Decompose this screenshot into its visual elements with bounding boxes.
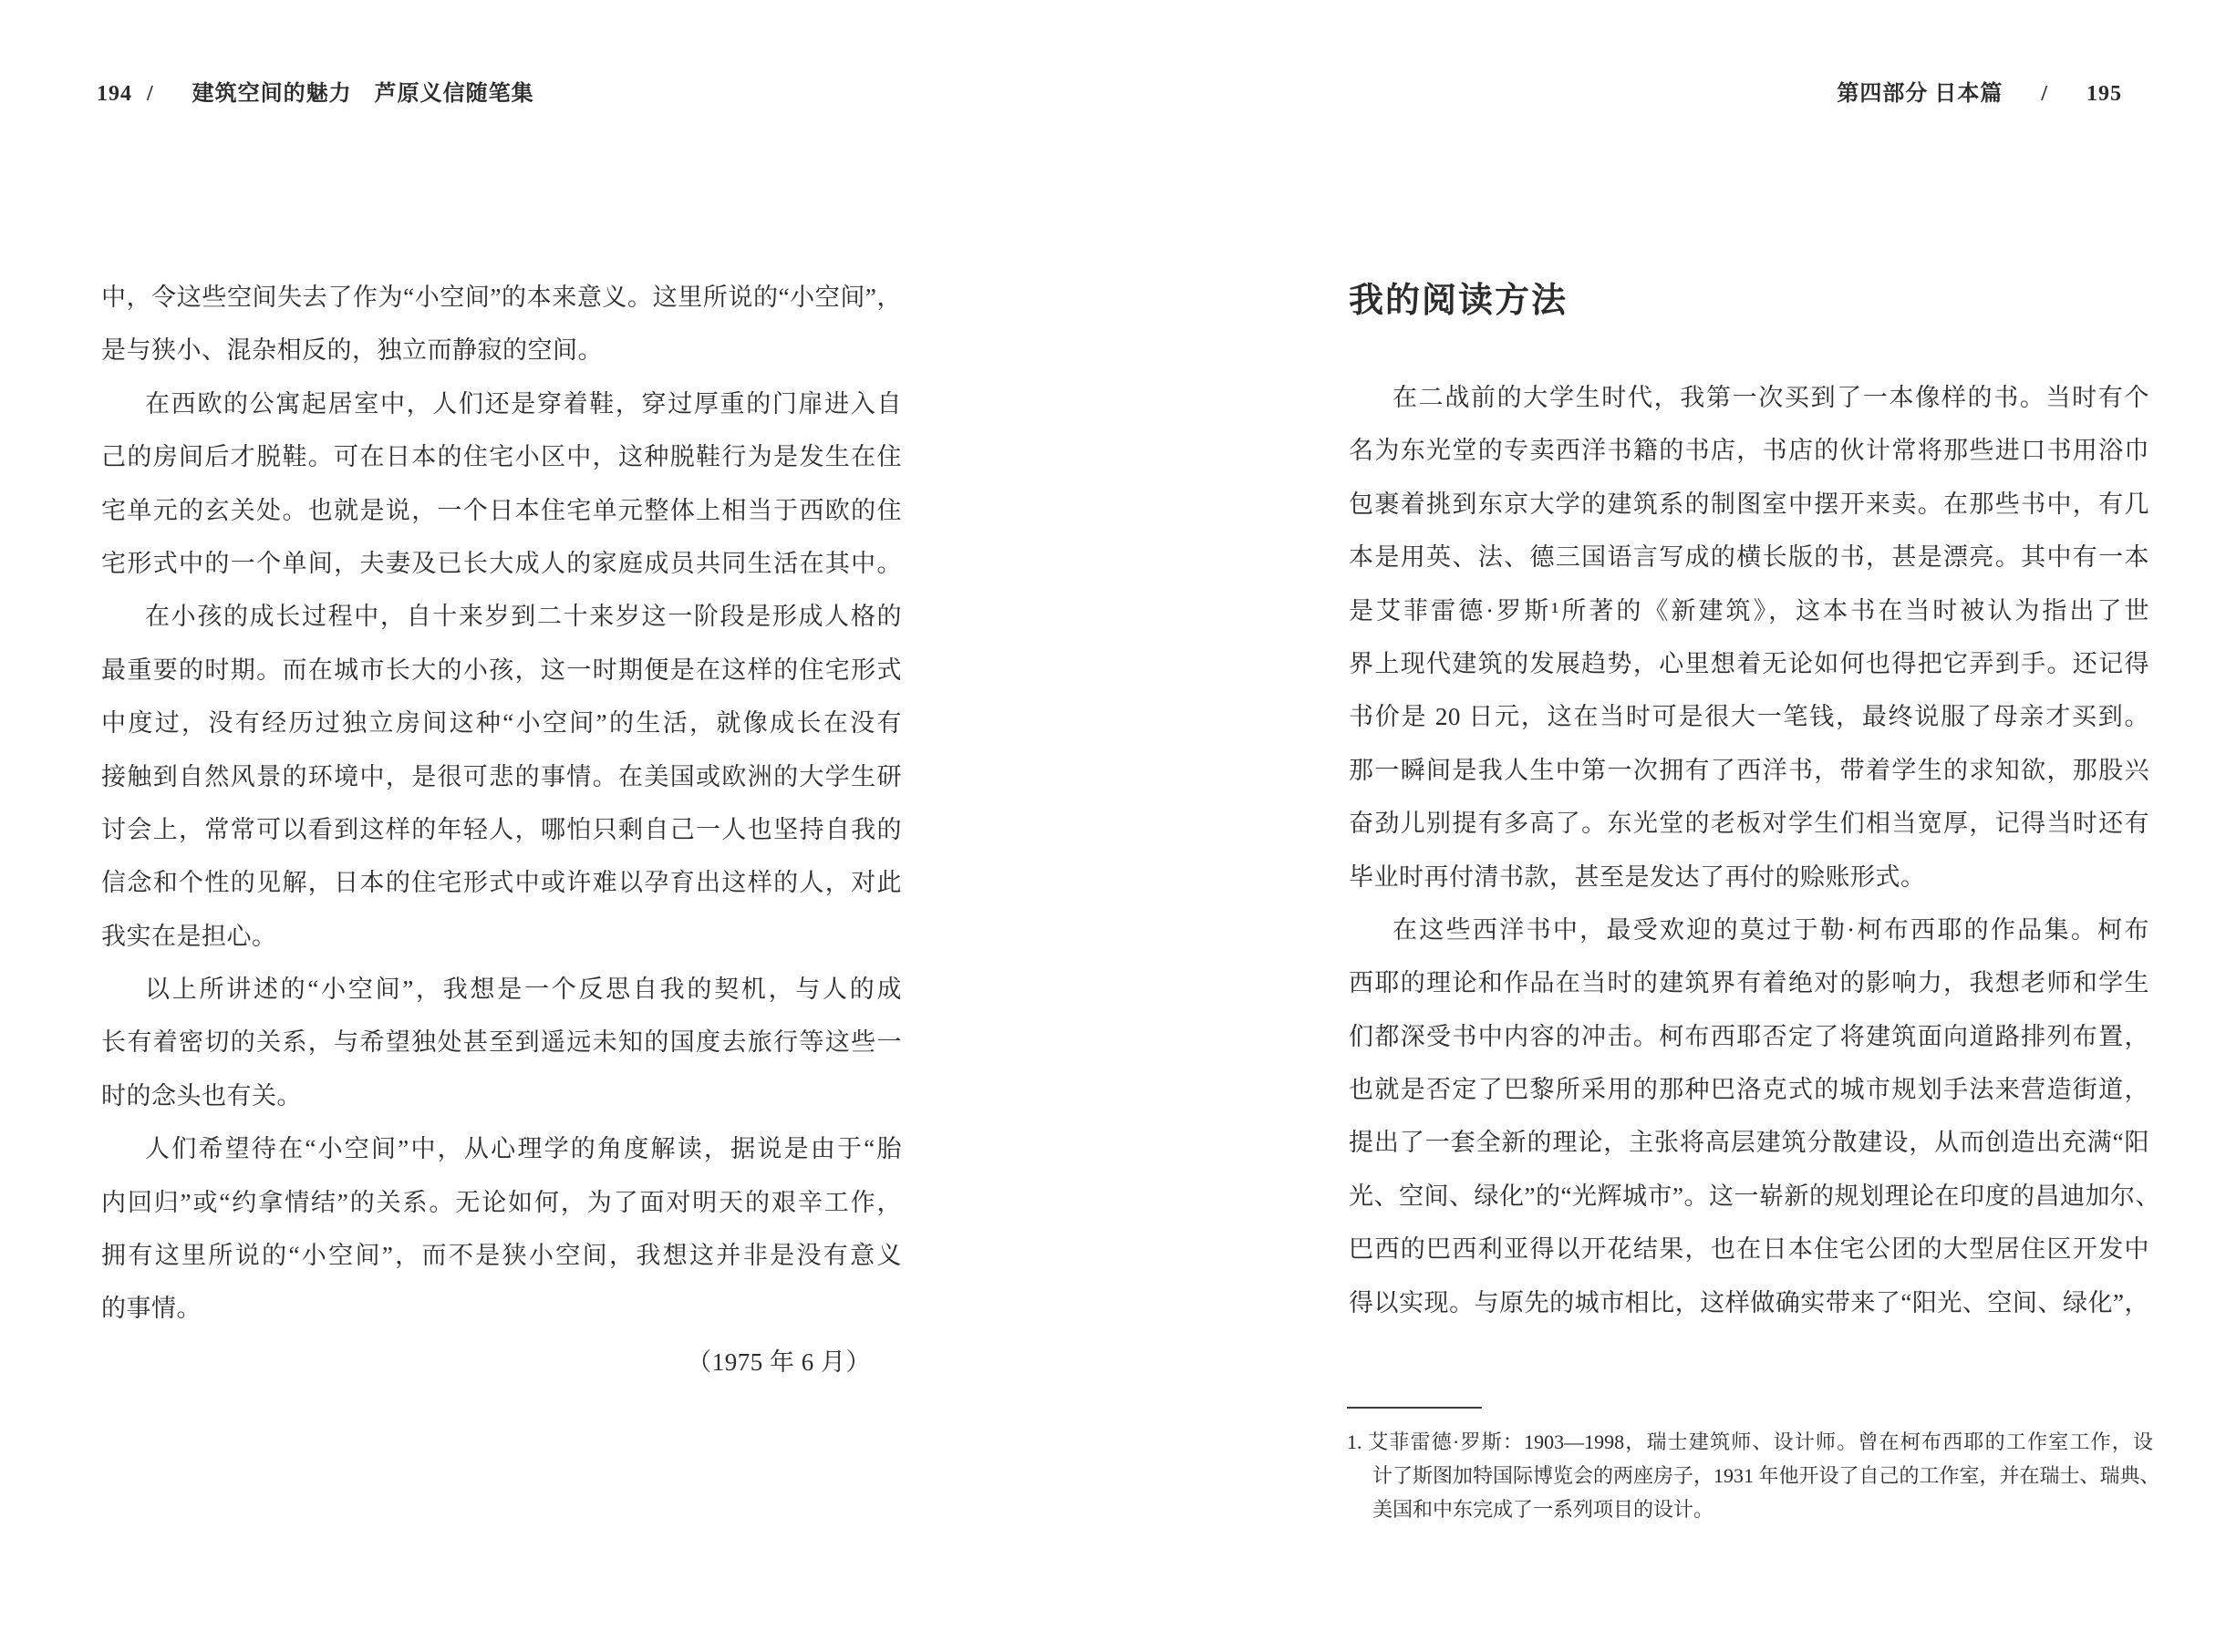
text-line: 在二战前的大学生时代，我第一次买到了一本像样的书。当时有个 <box>1393 384 2149 411</box>
text-line: 以上所讲述的“小空间”，我想是一个反思自我的契机，与人的成 <box>145 976 902 1004</box>
text-line: 我实在是担心。 <box>101 922 277 950</box>
text-line: 那一瞬间是我人生中第一次拥有了西洋书，带着学生的求知欲，那股兴 <box>1349 756 2149 784</box>
text-line: 己的房间后才脱鞋。可在日本的住宅小区中，这种脱鞋行为是发生在住 <box>101 443 902 471</box>
text-line: 巴西的巴西利亚得以开花结果，也在日本住宅公团的大型居住区开发中 <box>1349 1235 2149 1264</box>
left-page-number: 194 <box>97 82 132 106</box>
text-line: （1975 年 6 月） <box>687 1347 871 1376</box>
right-running-header <box>1837 75 2122 107</box>
text-line: 宅形式中的一个单间，夫妻及已长大成人的家庭成员共同生活在其中。 <box>101 549 902 577</box>
footnote-line: 计了斯图加特国际博览会的两座房子，1931 年他开设了自己的工作室，并在瑞士、瑞典、 <box>1372 1464 2160 1487</box>
left-body-text <box>101 271 902 1389</box>
text-line: 书价是 20 日元，这在当时可是很大一笔钱，最终说服了母亲才买到。 <box>1349 703 2149 731</box>
footnote-divider <box>1347 1407 1482 1409</box>
text-line: 是艾菲雷德·罗斯¹所著的《新建筑》，这本书在当时被认为指出了世 <box>1349 596 2149 625</box>
text-line: 内回归”或“约拿情结”的关系。无论如何，为了面对明天的艰辛工作， <box>101 1188 902 1216</box>
text-line: 提出了一套全新的理论，主张将高层建筑分散建设，从而创造出充满“阳 <box>1349 1129 2149 1157</box>
text-line: 的事情。 <box>101 1295 202 1323</box>
footnote-line: 1. 艾菲雷德·罗斯：1903—1998，瑞士建筑师、设计师。曾在柯布西耶的工作室工作，设 <box>1347 1430 2153 1453</box>
left-running-header <box>97 75 534 107</box>
text-line: 在西欧的公寓起居室中，人们还是穿着鞋，穿过厚重的门扉进入自 <box>145 389 902 418</box>
text-line: 讨会上，常常可以看到这样的年轻人，哪怕只剩自己一人也坚持自我的 <box>101 815 902 843</box>
text-line: 光、空间、绿化”的“光辉城市”。这一崭新的规划理论在印度的昌迪加尔、 <box>1349 1182 2160 1210</box>
right-body-text <box>1349 371 2160 1329</box>
text-line: 在小孩的成长过程中，自十来岁到二十来岁这一阶段是形成人格的 <box>145 603 902 631</box>
text-line: 中，令这些空间失去了作为“小空间”的本来意义。这里所说的“小空间”， <box>101 284 902 311</box>
text-line: 奋劲儿别提有多高了。东光堂的老板对学生们相当宽厚，记得当时还有 <box>1349 810 2149 838</box>
text-line: 包裹着挑到东京大学的建筑系的制图室中摆开来卖。在那些书中，有几 <box>1349 490 2149 518</box>
book-title: 建筑空间的魅力 芦原义信随笔集 <box>192 82 534 106</box>
text-line: 本是用英、法、德三国语言写成的横长版的书，甚是漂亮。其中有一本 <box>1349 543 2149 572</box>
text-line: 接触到自然风景的环境中，是很可悲的事情。在美国或欧洲的大学生研 <box>101 762 902 790</box>
footnote-line: 美国和中东完成了一系列项目的设计。 <box>1372 1498 1714 1521</box>
slash-separator: / <box>147 82 154 106</box>
essay-title: 我的阅读方法 <box>1349 282 1569 320</box>
text-line: 时的念头也有关。 <box>101 1081 302 1110</box>
text-line: 界上现代建筑的发展趋势，心里想着无论如何也得把它弄到手。还记得 <box>1349 649 2149 677</box>
slash-separator: / <box>2041 82 2048 106</box>
text-line: 拥有这里所说的“小空间”，而不是狭小空间，我想这并非是没有意义 <box>101 1242 902 1270</box>
text-line: 信念和个性的见解，日本的住宅形式中或许难以孕育出这样的人，对此 <box>101 869 902 897</box>
footnote <box>1347 1425 2160 1526</box>
text-line: 名为东光堂的专卖西洋书籍的书店，书店的伙计常将那些进口书用浴巾 <box>1349 437 2149 465</box>
text-line: 宅单元的玄关处。也就是说，一个日本住宅单元整体上相当于西欧的住 <box>101 496 902 524</box>
text-line: 在这些西洋书中，最受欢迎的莫过于勒·柯布西耶的作品集。柯布 <box>1393 915 2149 944</box>
text-line: 长有着密切的关系，与希望独处甚至到遥远未知的国度去旅行等这些一 <box>101 1028 902 1057</box>
text-line: 中度过，没有经历过独立房间这种“小空间”的生活，就像成长在没有 <box>101 709 902 738</box>
text-line: 西耶的理论和作品在当时的建筑界有着绝对的影响力，我想老师和学生 <box>1349 969 2149 997</box>
text-line: 最重要的时期。而在城市长大的小孩，这一时期便是在这样的住宅形式 <box>101 656 902 684</box>
section-title: 第四部分 日本篇 <box>1837 82 2003 106</box>
text-line: 们都深受书中内容的冲击。柯布西耶否定了将建筑面向道路排列布置， <box>1349 1022 2149 1050</box>
text-line: 毕业时再付清书款，甚至是发达了再付的赊账形式。 <box>1349 862 1926 891</box>
text-line: 也就是否定了巴黎所采用的那种巴洛克式的城市规划手法来营造街道， <box>1349 1076 2149 1104</box>
right-page-number: 195 <box>2086 82 2122 106</box>
text-line: 人们希望待在“小空间”中，从心理学的角度解读，据说是由于“胎 <box>145 1135 902 1163</box>
text-line: 是与狭小、混杂相反的，独立而静寂的空间。 <box>101 336 603 365</box>
text-line: 得以实现。与原先的城市相比，这样做确实带来了“阳光、空间、绿化”， <box>1349 1288 2149 1316</box>
